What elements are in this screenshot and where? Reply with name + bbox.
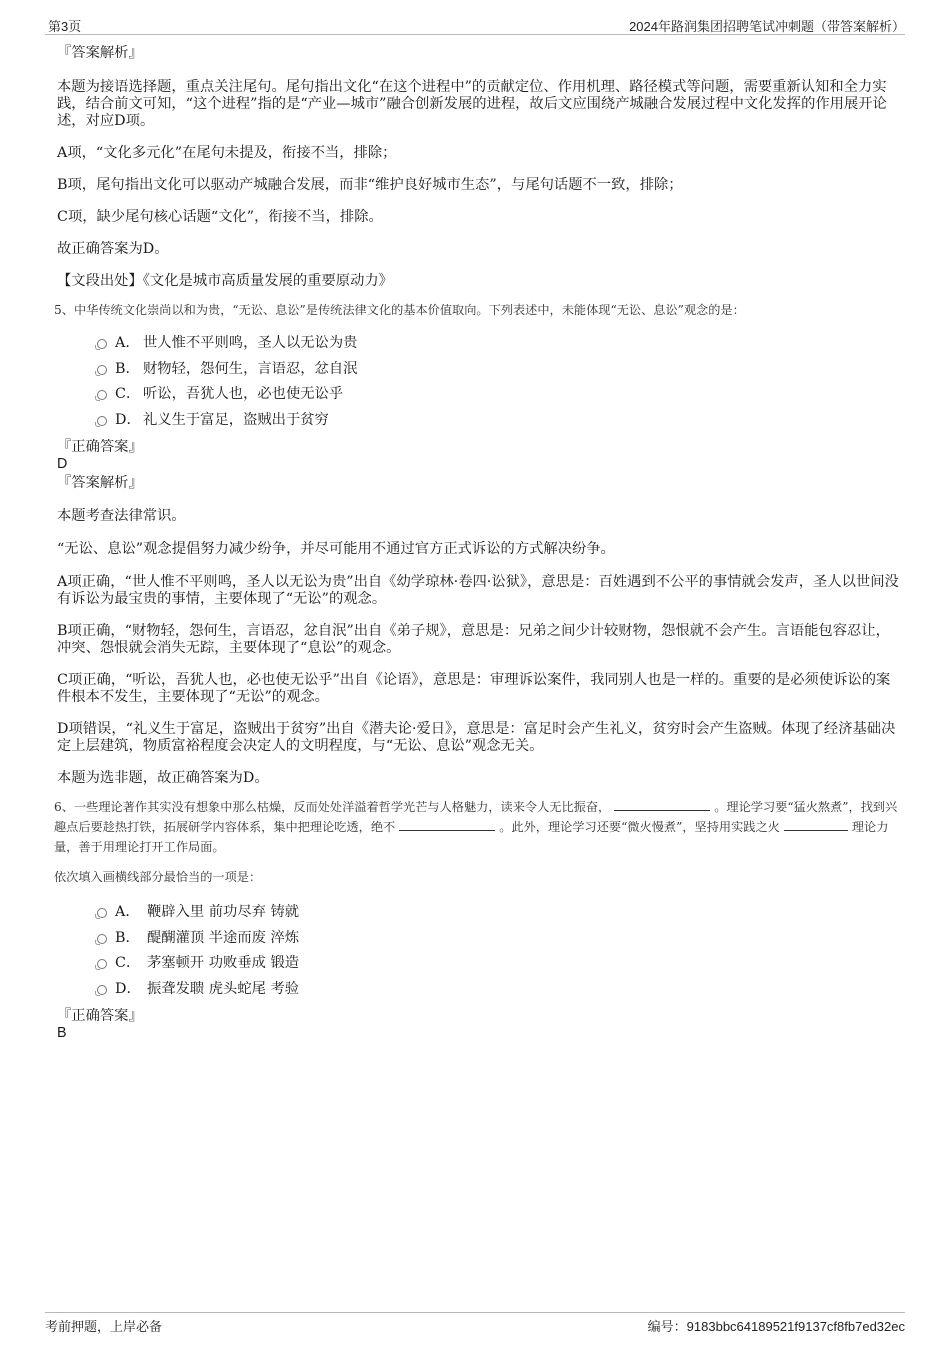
- radio-button-icon[interactable]: [97, 339, 107, 349]
- footer-slogan: 考前押题，上岸必备: [45, 1320, 163, 1335]
- analysis-paragraph: A项正确，“世人惟不平则鸣，圣人以无讼为贵”出自《幼学琼林·卷四·讼狱》，意思是：百姓遇到不公平的事情就会发声，圣人以世间没有诉讼为最宝贵的事情，主要体现了“无讼”的观念。: [57, 574, 899, 607]
- page-footer: [45, 1312, 905, 1335]
- correct-answer-value: D: [57, 456, 68, 472]
- radio-button-icon[interactable]: [97, 390, 107, 400]
- option-c[interactable]: [57, 951, 900, 977]
- correct-answer-label: 『正确答案』: [57, 439, 143, 455]
- option-letter: A．: [115, 335, 140, 351]
- question-5-options: [57, 331, 900, 433]
- option-b[interactable]: [57, 926, 900, 952]
- document-code: [648, 1316, 905, 1335]
- answer-conclusion: 本题为选非题，故正确答案为D。: [57, 770, 269, 786]
- page-header: [45, 14, 905, 35]
- radio-button-icon[interactable]: [97, 959, 107, 969]
- analysis-label: 『答案解析』: [57, 45, 143, 61]
- question-6-instruction: 依次填入画横线部分最恰当的一项是：: [54, 870, 262, 884]
- fill-blank-3: [784, 818, 848, 831]
- option-letter: C．: [115, 386, 141, 402]
- question-6-segment: 。理论学习要“猛火熬煮”，找到兴趣点后要趁热打铁，拓展研学内容体系，集中把理论吃透，绝不: [54, 800, 898, 834]
- analysis-paragraph: B项正确，“财物轻，怨何生，言语忍，忿自泯”出自《弟子规》，意思是：兄弟之间少计较财物，怨恨就不会产生。言语能包容忍让，冲突、怨恨就会消失无踪，主要体现了“息讼”的观念。: [57, 623, 890, 656]
- analysis-paragraph: B项，尾句指出文化可以驱动产城融合发展，而非“维护良好城市生态”，与尾句话题不一致，排除；: [57, 177, 683, 193]
- page-number: 第3页: [48, 19, 82, 34]
- option-d[interactable]: [57, 408, 900, 434]
- question-6-segment: 理论力量，善于用理论打开工作局面。: [54, 820, 889, 854]
- analysis-paragraph: C项正确，“听讼，吾犹人也，必也使无讼乎”出自《论语》，意思是：审理诉讼案件，我同别人也是一样的。重要的是必须使诉讼的案件根本不发生，主要体现了“无讼”的观念。: [57, 672, 891, 705]
- code-value: 9183bbc64189521f9137cf8fb7ed32ec: [686, 1319, 905, 1334]
- option-letter: A．: [115, 904, 140, 920]
- option-letter: B．: [115, 360, 140, 377]
- radio-button-icon[interactable]: [97, 934, 107, 944]
- answer-conclusion: 故正确答案为D。: [57, 241, 169, 257]
- radio-button-icon[interactable]: [97, 985, 107, 995]
- source-citation: 【文段出处】《文化是城市高质量发展的重要原动力》: [57, 273, 393, 289]
- analysis-paragraph: “无讼、息讼”观念提倡努力减少纷争，并尽可能用不通过官方正式诉讼的方式解决纷争。: [57, 541, 615, 557]
- option-c[interactable]: [57, 382, 900, 408]
- document-title: 2024年路润集团招聘笔试冲刺题（带答案解析）: [629, 19, 905, 34]
- option-text: 鞭辟入里 前功尽弃 铸就: [147, 904, 300, 920]
- question-6-text: [54, 797, 900, 857]
- correct-answer-label: 『正确答案』: [57, 1008, 143, 1024]
- analysis-paragraph: 本题考查法律常识。: [57, 508, 186, 524]
- option-text: 礼义生于富足，盗贼出于贫穷: [143, 411, 329, 428]
- analysis-paragraph: C项，缺少尾句核心话题“文化”，衔接不当，排除。: [57, 209, 383, 225]
- analysis-label: 『答案解析』: [57, 475, 143, 491]
- page-content: [54, 45, 900, 1042]
- fill-blank-2: [399, 818, 495, 831]
- option-d[interactable]: [57, 977, 900, 1003]
- radio-button-icon[interactable]: [97, 416, 107, 426]
- question-6-segment: 。此外，理论学习还要“微火慢煮”，坚持用实践之火: [499, 820, 780, 834]
- option-a[interactable]: [57, 900, 900, 926]
- option-letter: D．: [115, 411, 141, 428]
- option-a[interactable]: [57, 331, 900, 357]
- analysis-paragraph: D项错误，“礼义生于富足，盗贼出于贫穷”出自《潜夫论·爱日》，意思是：富足时会产生礼义，贫穷时会产生盗贼。体现了经济基础决定上层建筑，物质富裕程度会决定人的文明程度，与“无讼、息讼”观念无关。: [57, 721, 896, 754]
- analysis-paragraph: 本题为接语选择题，重点关注尾句。尾句指出文化“在这个进程中”的贡献定位、作用机理、路径模式等问题，需要重新认知和全力实践，结合前文可知，“这个进程”指的是“产业—城市”融合创新发展的进程，故后文应围绕产城融合发展过程中文化发挥的作用展开论述，对应D项。: [57, 79, 887, 129]
- option-text: 财物轻，怨何生，言语忍，忿自泯: [143, 360, 358, 377]
- question-6-segment: 6、一些理论著作其实没有想象中那么枯燥，反而处处洋溢着哲学光芒与人格魅力，读来令人无比振奋，: [54, 800, 611, 814]
- option-text: 振聋发聩 虎头蛇尾 考验: [147, 980, 300, 997]
- option-text: 听讼，吾犹人也，必也使无讼乎: [143, 386, 344, 402]
- option-letter: B．: [115, 929, 140, 946]
- option-letter: C．: [115, 955, 141, 971]
- option-letter: D．: [115, 980, 141, 997]
- option-text: 世人惟不平则鸣，圣人以无讼为贵: [143, 335, 358, 351]
- code-label: 编号：: [647, 1319, 687, 1334]
- question-5-text: 5、中华传统文化崇尚以和为贵，“无讼、息讼”是传统法律文化的基本价值取向。下列表述中，未能体现“无讼、息讼”观念的是：: [54, 303, 745, 317]
- option-text: 茅塞顿开 功败垂成 锻造: [147, 955, 300, 971]
- analysis-paragraph: A项，“文化多元化”在尾句未提及，衔接不当，排除；: [57, 145, 397, 161]
- option-text: 醍醐灌顶 半途而废 淬炼: [147, 929, 300, 946]
- correct-answer-value: B: [57, 1025, 67, 1041]
- radio-button-icon[interactable]: [97, 908, 107, 918]
- radio-button-icon[interactable]: [97, 365, 107, 375]
- fill-blank-1: [614, 798, 710, 811]
- option-b[interactable]: [57, 357, 900, 383]
- question-6-options: [57, 900, 900, 1002]
